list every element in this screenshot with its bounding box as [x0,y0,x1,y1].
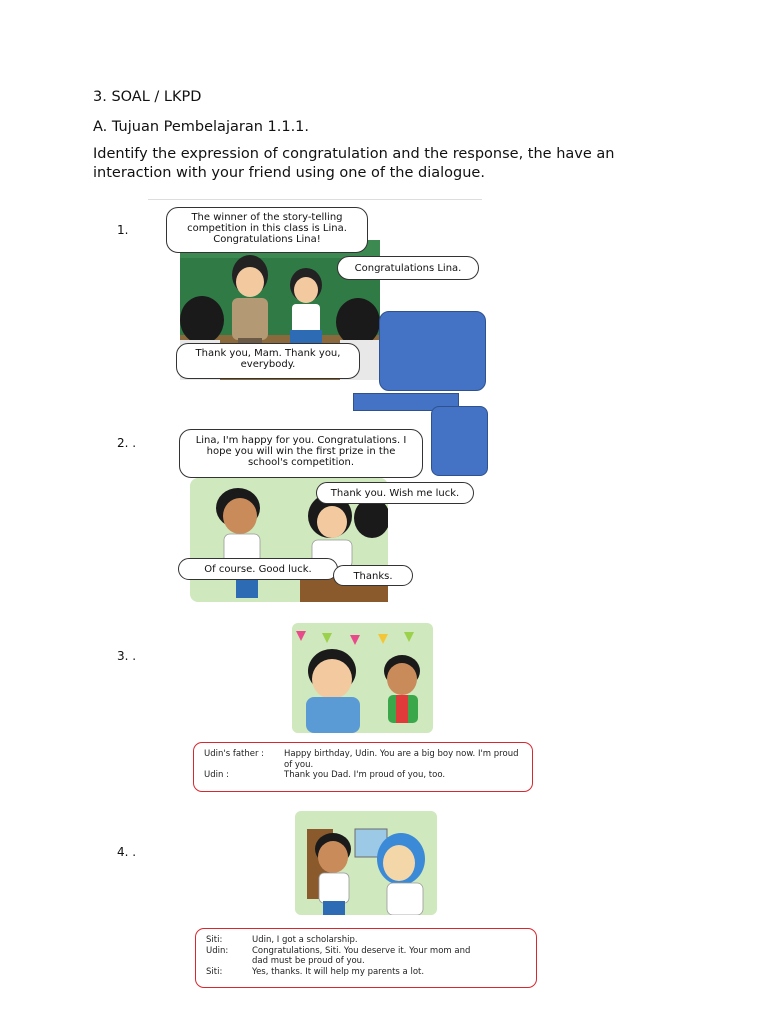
speech-bubble-girl: Thank you. Wish me luck. [316,482,474,504]
speech-bubble-teacher: The winner of the story-telling competition in this class is Lina. Congratulations Lina! [166,207,368,253]
dialogue-line: Udin, I got a scholarship. [252,935,358,945]
dialogue-speaker: Udin: [206,945,229,956]
dialogue-box [195,928,537,988]
speech-bubble-boy-reply: Of course. Good luck. [178,558,338,580]
item-number: 1. [117,223,129,237]
item-number: 3. . [117,649,137,663]
dialogue-speaker: Udin's father : [204,749,265,759]
dialogue-line: Yes, thanks. It will help my parents a lot. [252,966,425,977]
dialogue-line: Thank you Dad. I'm proud of you, too. [284,770,446,780]
speech-bubble-boy: Lina, I'm happy for you. Congratulations. I hope you will win the first prize in the school's competition. [179,429,423,478]
dialogue-row [206,935,482,946]
figure-divider [148,199,482,200]
birthday-scene-image [292,623,433,733]
learning-objective: A. Tujuan Pembelajaran 1.1.1. [93,119,310,135]
blue-rounded-shape-small [431,406,488,476]
speech-bubble-lina: Thank you, Mam. Thank you, everybody. [176,343,360,379]
dialogue-row [206,946,482,967]
dialogue-speaker: Siti: [206,966,223,977]
dialogue-row [206,967,482,978]
dialogue-speaker: Siti: [206,935,223,945]
dialogue-speaker: Udin : [204,770,229,780]
page-heading: 3. SOAL / LKPD [93,89,202,105]
dialogue-box [193,742,533,792]
item-number: 2. . [117,436,137,450]
blue-rounded-shape [379,311,486,391]
dialogue-line: Happy birthday, Udin. You are a big boy now. I'm proud of you. [284,749,519,770]
speech-bubble-girl-reply: Thanks. [333,565,413,586]
item-number: 4. . [117,845,137,859]
dialogue-row [204,770,522,781]
scholarship-scene-image [295,811,437,915]
speech-bubble-friend: Congratulations Lina. [337,256,479,280]
instruction-text: Identify the expression of congratulation and the response, the have an interaction with your friend using one of the dialogue. [93,146,615,181]
dialogue-row [204,749,522,770]
dialogue-line: Congratulations, Siti. You deserve it. Your mom and dad must be proud of you. [252,945,471,966]
